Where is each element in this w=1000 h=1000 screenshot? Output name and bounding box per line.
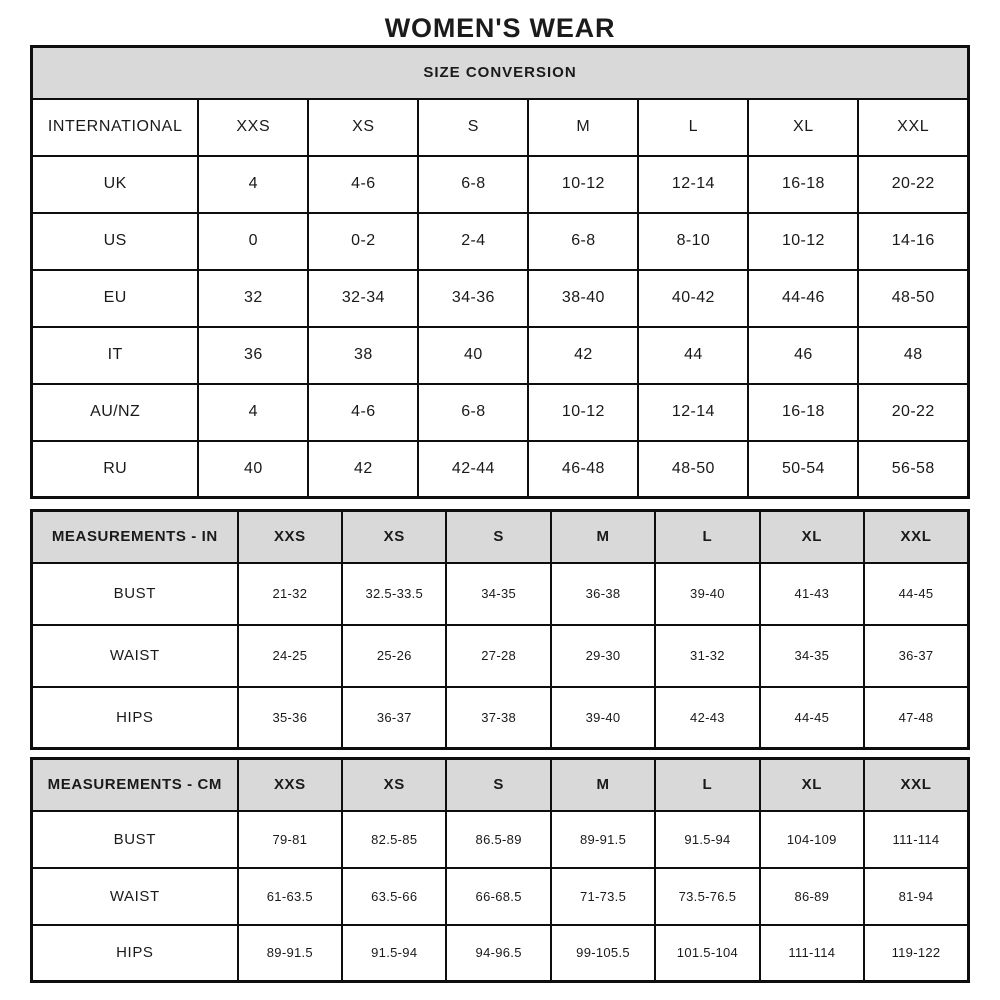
measurement-cell: 61-63.5 — [238, 868, 342, 925]
measurements-cm-header-row — [32, 759, 969, 811]
measurement-cell: 73.5-76.5 — [655, 868, 759, 925]
size-conversion-table — [30, 45, 970, 499]
measurement-cell: 47-48 — [864, 687, 968, 749]
size-cell: 44 — [638, 327, 748, 384]
column-header-xl: XL — [748, 99, 858, 156]
size-conversion-banner-row — [32, 47, 969, 99]
size-cell: 20-22 — [858, 384, 968, 441]
measurement-cell: 36-37 — [864, 625, 968, 687]
size-cell: 12-14 — [638, 156, 748, 213]
measurement-cell: 35-36 — [238, 687, 342, 749]
measurement-cell: 111-114 — [864, 811, 968, 868]
size-cell: 56-58 — [858, 441, 968, 498]
row-label: UK — [32, 156, 199, 213]
column-header-m: M — [528, 99, 638, 156]
table-row-uk — [32, 156, 969, 213]
column-header-xl: XL — [760, 759, 864, 811]
size-cell: 0 — [198, 213, 308, 270]
row-label: HIPS — [32, 925, 238, 982]
column-header-xxs: XXS — [238, 511, 342, 563]
size-cell: 12-14 — [638, 384, 748, 441]
measurement-cell: 79-81 — [238, 811, 342, 868]
size-cell: 2-4 — [418, 213, 528, 270]
size-cell: 4-6 — [308, 384, 418, 441]
column-header-xs: XS — [308, 99, 418, 156]
table-row-aunz — [32, 384, 969, 441]
column-header-xs: XS — [342, 759, 446, 811]
measurement-cell: 21-32 — [238, 563, 342, 625]
measurement-cell: 104-109 — [760, 811, 864, 868]
size-cell: 4 — [198, 156, 308, 213]
column-header-l: L — [638, 99, 748, 156]
measurements-cm-table — [30, 757, 970, 983]
size-cell: 46-48 — [528, 441, 638, 498]
size-cell: 4 — [198, 384, 308, 441]
measurement-cell: 66-68.5 — [446, 868, 550, 925]
row-label: US — [32, 213, 199, 270]
size-cell: 40-42 — [638, 270, 748, 327]
row-label: HIPS — [32, 687, 238, 749]
row-label: EU — [32, 270, 199, 327]
measurements-cm-title: MEASUREMENTS - CM — [32, 759, 238, 811]
table-row-eu — [32, 270, 969, 327]
size-cell: 8-10 — [638, 213, 748, 270]
measurement-cell: 44-45 — [864, 563, 968, 625]
table-row-us — [32, 213, 969, 270]
size-cell: 4-6 — [308, 156, 418, 213]
column-header-international: INTERNATIONAL — [32, 99, 199, 156]
size-cell: 42 — [308, 441, 418, 498]
measurement-cell: 86.5-89 — [446, 811, 550, 868]
size-cell: 10-12 — [748, 213, 858, 270]
size-cell: 6-8 — [418, 384, 528, 441]
row-label: IT — [32, 327, 199, 384]
column-header-xxl: XXL — [864, 511, 968, 563]
size-cell: 48-50 — [858, 270, 968, 327]
measurement-cell: 119-122 — [864, 925, 968, 982]
measurement-cell: 42-43 — [655, 687, 759, 749]
size-cell: 34-36 — [418, 270, 528, 327]
measurement-cell: 101.5-104 — [655, 925, 759, 982]
size-cell: 44-46 — [748, 270, 858, 327]
measurement-cell: 29-30 — [551, 625, 655, 687]
row-label: WAIST — [32, 868, 238, 925]
measurement-cell: 39-40 — [655, 563, 759, 625]
size-cell: 50-54 — [748, 441, 858, 498]
column-header-xxs: XXS — [238, 759, 342, 811]
size-cell: 10-12 — [528, 384, 638, 441]
table-row-it — [32, 327, 969, 384]
column-header-xl: XL — [760, 511, 864, 563]
measurement-cell: 86-89 — [760, 868, 864, 925]
measurement-cell: 99-105.5 — [551, 925, 655, 982]
column-header-s: S — [418, 99, 528, 156]
measurement-cell: 91.5-94 — [655, 811, 759, 868]
size-cell: 6-8 — [418, 156, 528, 213]
size-cell: 48 — [858, 327, 968, 384]
size-conversion-title: SIZE CONVERSION — [32, 47, 969, 99]
size-cell: 38 — [308, 327, 418, 384]
size-cell: 42-44 — [418, 441, 528, 498]
size-cell: 38-40 — [528, 270, 638, 327]
size-cell: 14-16 — [858, 213, 968, 270]
measurements-in-header-row — [32, 511, 969, 563]
row-label: WAIST — [32, 625, 238, 687]
size-cell: 48-50 — [638, 441, 748, 498]
row-label: BUST — [32, 563, 238, 625]
column-header-l: L — [655, 511, 759, 563]
size-cell: 36 — [198, 327, 308, 384]
measurement-cell: 82.5-85 — [342, 811, 446, 868]
measurement-cell: 25-26 — [342, 625, 446, 687]
table-row-hips-in — [32, 687, 969, 749]
column-header-xxs: XXS — [198, 99, 308, 156]
size-cell: 0-2 — [308, 213, 418, 270]
column-header-m: M — [551, 511, 655, 563]
size-cell: 16-18 — [748, 156, 858, 213]
measurement-cell: 89-91.5 — [238, 925, 342, 982]
measurement-cell: 31-32 — [655, 625, 759, 687]
column-header-xxl: XXL — [864, 759, 968, 811]
measurement-cell: 94-96.5 — [446, 925, 550, 982]
size-cell: 20-22 — [858, 156, 968, 213]
table-row-ru — [32, 441, 969, 498]
page-title: WOMEN'S WEAR — [384, 13, 616, 43]
measurement-cell: 91.5-94 — [342, 925, 446, 982]
measurement-cell: 34-35 — [446, 563, 550, 625]
column-header-xxl: XXL — [858, 99, 968, 156]
measurement-cell: 34-35 — [760, 625, 864, 687]
measurement-cell: 71-73.5 — [551, 868, 655, 925]
size-cell: 42 — [528, 327, 638, 384]
table-row-bust-cm — [32, 811, 969, 868]
column-header-l: L — [655, 759, 759, 811]
measurement-cell: 24-25 — [238, 625, 342, 687]
measurement-cell: 36-38 — [551, 563, 655, 625]
size-cell: 40 — [418, 327, 528, 384]
size-cell: 10-12 — [528, 156, 638, 213]
table-row-hips-cm — [32, 925, 969, 982]
row-label: BUST — [32, 811, 238, 868]
size-conversion-section — [30, 45, 970, 983]
measurement-cell: 36-37 — [342, 687, 446, 749]
measurement-cell: 32.5-33.5 — [342, 563, 446, 625]
column-header-m: M — [551, 759, 655, 811]
measurement-cell: 111-114 — [760, 925, 864, 982]
row-label: AU/NZ — [32, 384, 199, 441]
table-row-bust-in — [32, 563, 969, 625]
table-row-waist-cm — [32, 868, 969, 925]
size-cell: 40 — [198, 441, 308, 498]
table-row-waist-in — [32, 625, 969, 687]
measurement-cell: 63.5-66 — [342, 868, 446, 925]
measurement-cell: 39-40 — [551, 687, 655, 749]
size-cell: 32 — [198, 270, 308, 327]
size-cell: 32-34 — [308, 270, 418, 327]
measurement-cell: 37-38 — [446, 687, 550, 749]
size-cell: 16-18 — [748, 384, 858, 441]
measurements-in-table — [30, 509, 970, 750]
column-header-xs: XS — [342, 511, 446, 563]
size-cell: 6-8 — [528, 213, 638, 270]
size-cell: 46 — [748, 327, 858, 384]
measurement-cell: 89-91.5 — [551, 811, 655, 868]
measurements-in-title: MEASUREMENTS - IN — [32, 511, 238, 563]
measurement-cell: 41-43 — [760, 563, 864, 625]
measurement-cell: 27-28 — [446, 625, 550, 687]
measurement-cell: 44-45 — [760, 687, 864, 749]
row-label: RU — [32, 441, 199, 498]
measurement-cell: 81-94 — [864, 868, 968, 925]
size-conversion-header-row — [32, 99, 969, 156]
column-header-s: S — [446, 511, 550, 563]
column-header-s: S — [446, 759, 550, 811]
